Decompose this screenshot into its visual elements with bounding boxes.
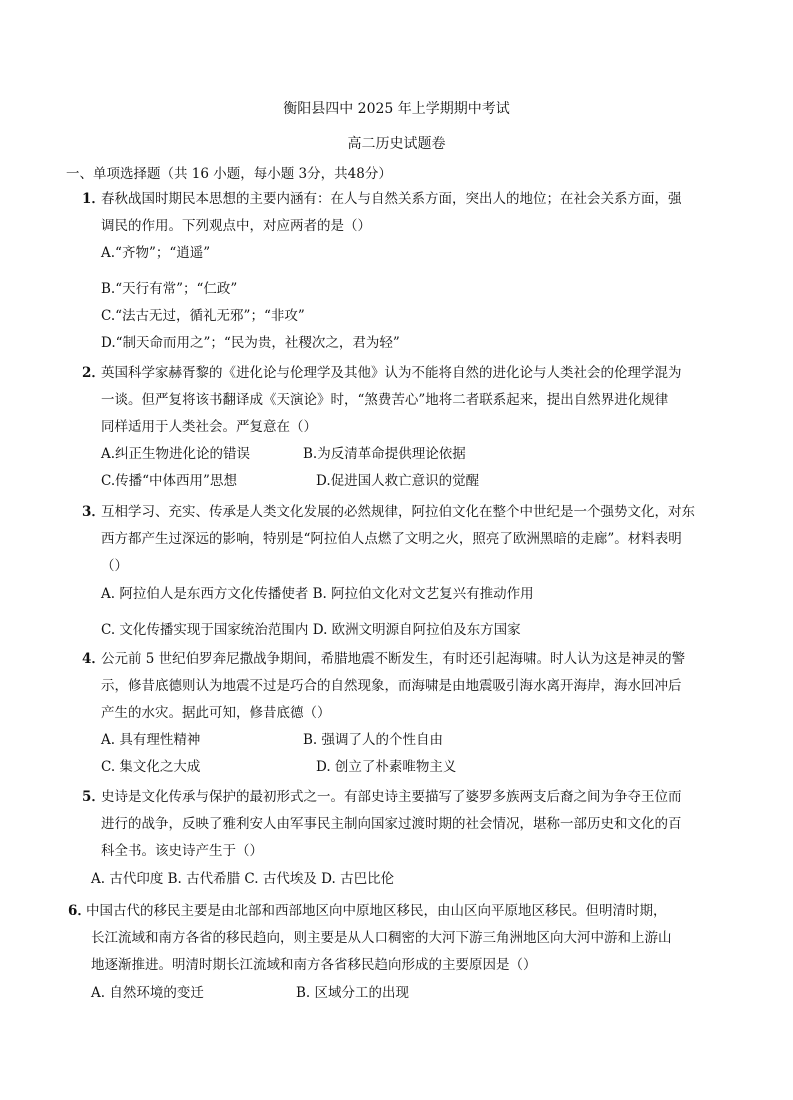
exam-subtitle: 高二历史试题卷 <box>347 136 446 152</box>
option-cd: C. 文化传播实现于国家统治范围内 D. 欧洲文明源自阿拉伯及东方国家 <box>101 622 521 638</box>
question-text-line: 中国古代的移民主要是由北部和西部地区向中原地区移民，由山区向平原地区移民。但明清时期， <box>86 903 667 919</box>
option-a: A.纠正生物进化论的错误 <box>101 446 251 462</box>
question-text-line: 示，修昔底德则认为地震不过是巧合的自然现象，而海啸是由地震吸引海水离开海岸，海水回冲后 <box>101 678 682 694</box>
option-d: D.促进国人救亡意识的觉醒 <box>316 473 480 489</box>
question-text-line: 地逐渐推进。明清时期长江流域和南方各省移民趋向形成的主要原因是（） <box>91 957 537 973</box>
question-text-line: 一谈。但严复将该书翻译成《天演论》时，“煞费苦心”地将二者联系起来，提出自然界进化规律 <box>101 392 669 408</box>
question-text-line: 互相学习、充实、传承是人类文化发展的必然规律，阿拉伯文化在整个中世纪是一个强势文化，对东 <box>101 504 695 520</box>
question-number: 2． <box>82 365 105 381</box>
question-text-line: 长江流域和南方各省的移民趋向，则主要是从人口稠密的大河下游三角洲地区向大河中游和上游山 <box>91 930 672 946</box>
option-a: A. 具有理性精神 <box>101 732 201 748</box>
option-row: A. 古代印度 B. 古代希腊 C. 古代埃及 D. 古巴比伦 <box>91 871 395 887</box>
option-a: A. 自然环境的变迁 <box>91 985 204 1001</box>
option-a: A.“齐物”；“逍遥” <box>101 245 211 261</box>
question-text-line: 同样适用于人类社会。严复意在（） <box>101 419 317 435</box>
option-d: D. 创立了朴素唯物主义 <box>316 759 457 775</box>
option-b: B. 强调了人的个性自由 <box>303 732 444 748</box>
option-c: C.传播“中体西用”思想 <box>101 473 237 489</box>
question-text-line: 产生的水灾。据此可知，修昔底德（） <box>101 705 331 721</box>
question-number: 3． <box>82 504 105 520</box>
option-b: B.为反清革命提供理论依据 <box>303 446 466 462</box>
option-b: B. 区域分工的出现 <box>296 985 410 1001</box>
question-number: 5． <box>82 789 105 805</box>
section-heading: 一、单项选择题（共 16 小题，每小题 3分，共48分） <box>66 166 392 182</box>
question-text-line: 调民的作用。下列观点中，对应两者的是（） <box>101 218 371 234</box>
question-number: 4． <box>82 651 105 667</box>
exam-title: 衡阳县四中 2025 年上学期期中考试 <box>283 101 510 117</box>
option-d: D.“制天命而用之”；“民为贵，社稷次之，君为轻” <box>101 335 400 351</box>
option-ab: A. 阿拉伯人是东西方文化传播使者 B. 阿拉伯文化对文艺复兴有推动作用 <box>101 586 534 602</box>
question-text-line: 公元前 5 世纪伯罗奔尼撒战争期间，希腊地震不断发生，有时还引起海啸。时人认为这是神灵的警 <box>101 651 686 667</box>
question-number: 1． <box>82 191 105 207</box>
option-b: B.“天行有常”；“仁政” <box>101 281 238 297</box>
question-text-line: 英国科学家赫胥黎的《进化论与伦理学及其他》认为不能将自然的进化论与人类社会的伦理学混为 <box>101 365 682 381</box>
option-c: C.“法古无过，循礼无邪”；“非攻” <box>101 308 305 324</box>
question-text-line: 进行的战争，反映了雅利安人由军事民主制向国家过渡时期的社会情况，堪称一部历史和文化的百 <box>101 816 682 832</box>
question-text-line: 西方都产生过深远的影响，特别是“阿拉伯人点燃了文明之火，照亮了欧洲黑暗的走廊”。材料表明 <box>101 531 682 547</box>
question-text-line: （） <box>101 558 128 574</box>
question-text-line: 科全书。该史诗产生于（） <box>101 843 263 859</box>
question-number: 6． <box>68 903 91 919</box>
question-text-line: 春秋战国时期民本思想的主要内涵有：在人与自然关系方面，突出人的地位；在社会关系方面，强 <box>101 191 682 207</box>
option-c: C. 集文化之大成 <box>101 759 201 775</box>
question-text-line: 史诗是文化传承与保护的最初形式之一。有部史诗主要描写了婆罗多族两支后裔之间为争夺王位而 <box>101 789 682 805</box>
